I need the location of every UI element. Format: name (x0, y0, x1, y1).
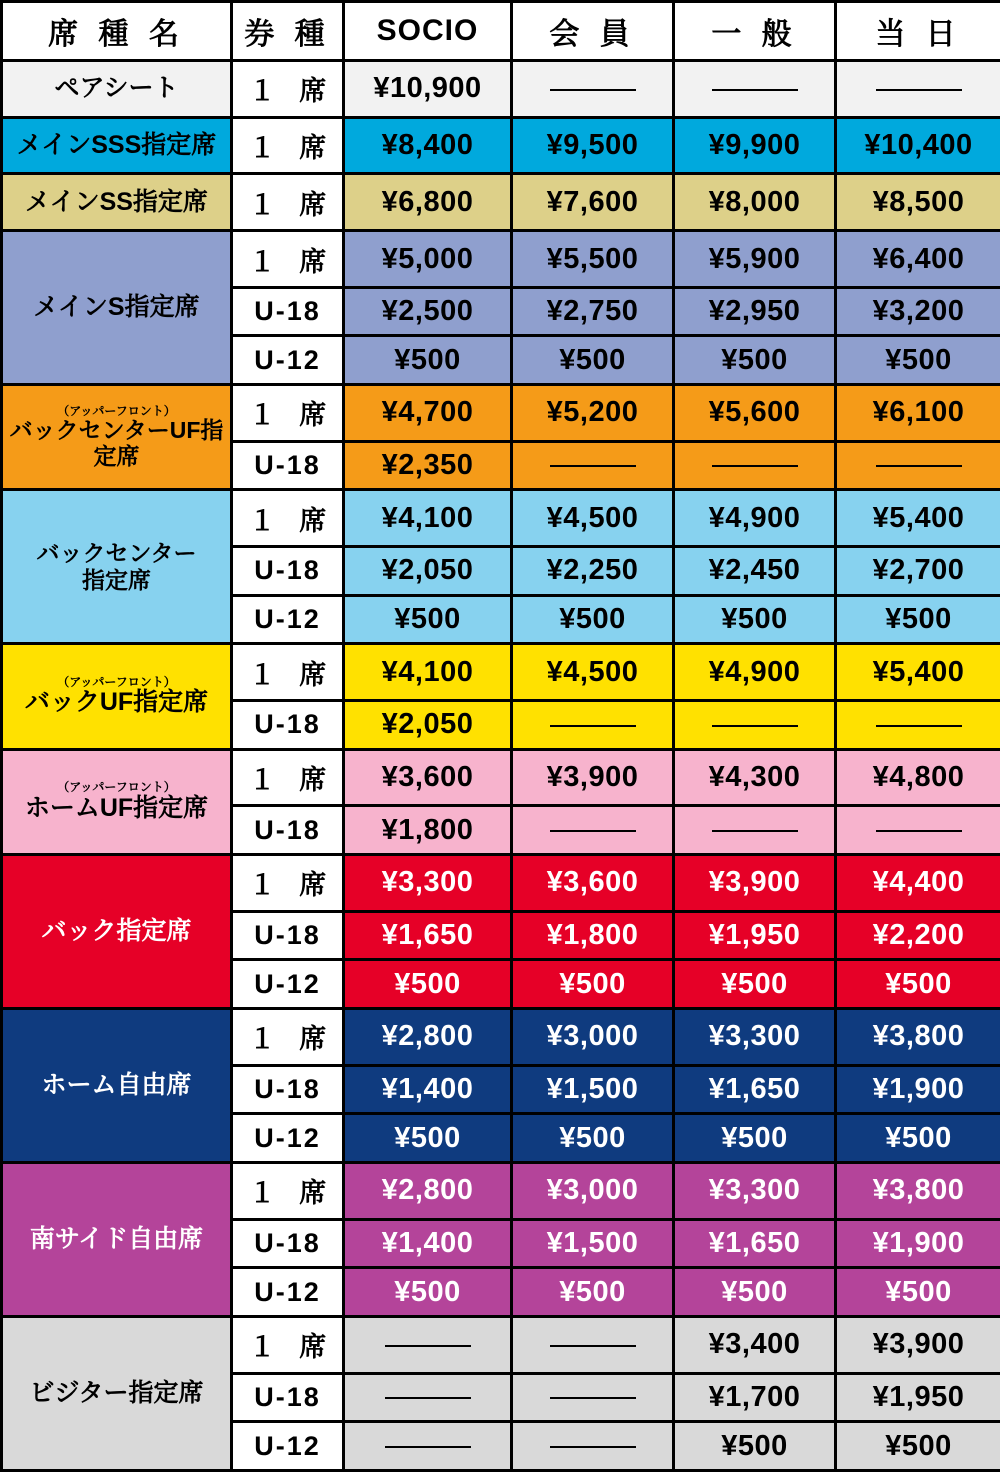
price-normal-cell: ¥9,900 (674, 117, 836, 174)
price-today-cell: ¥3,800 (836, 1162, 1000, 1219)
price-socio-cell: ¥2,800 (344, 1162, 512, 1219)
price-member-cell (512, 806, 674, 855)
price-normal-cell: ¥1,700 (674, 1373, 836, 1422)
seat-name-cell: 南サイド自由席 (2, 1162, 232, 1316)
price-today-cell: ¥2,200 (836, 911, 1000, 960)
ticket-type-cell: U-18 (232, 441, 344, 490)
price-today-cell: ¥500 (836, 595, 1000, 644)
seat-name-cell: （アッパーフロント） バックUF指定席 (2, 644, 232, 749)
seat-name-cell: メインS指定席 (2, 231, 232, 385)
price-normal-cell: ¥3,900 (674, 855, 836, 912)
price-socio-cell: ¥500 (344, 1268, 512, 1317)
price-normal-cell: ¥3,300 (674, 1008, 836, 1065)
price-socio-cell: ¥500 (344, 336, 512, 385)
ticket-type-cell: １ 席 (232, 1316, 344, 1373)
price-socio-cell: ¥500 (344, 960, 512, 1009)
not-available-dash (876, 89, 962, 91)
ticket-type-cell: U-12 (232, 1422, 344, 1471)
table-row (2, 385, 1000, 442)
table-row (2, 231, 1000, 288)
seat-name-cell: （アッパーフロント） ホームUF指定席 (2, 749, 232, 854)
not-available-dash (550, 725, 636, 727)
price-member-cell (512, 701, 674, 750)
price-normal-cell: ¥4,900 (674, 490, 836, 547)
header-ticket-type: 券 種 (232, 2, 344, 61)
price-today-cell: ¥6,400 (836, 231, 1000, 288)
price-today-cell: ¥3,200 (836, 287, 1000, 336)
price-member-cell: ¥500 (512, 1268, 674, 1317)
price-today-cell: ¥5,400 (836, 644, 1000, 701)
header-normal: 一 般 (674, 2, 836, 61)
table-row (2, 490, 1000, 547)
ticket-type-cell: U-12 (232, 595, 344, 644)
ticket-type-cell: １ 席 (232, 174, 344, 231)
price-member-cell: ¥500 (512, 336, 674, 385)
price-socio-cell: ¥500 (344, 595, 512, 644)
ticket-type-cell: １ 席 (232, 385, 344, 442)
seat-name-cell: メインSSS指定席 (2, 117, 232, 174)
seat-name-cell: メインSS指定席 (2, 174, 232, 231)
table-body (2, 61, 1000, 1471)
header-member: 会 員 (512, 2, 674, 61)
price-member-cell (512, 1316, 674, 1373)
price-normal-cell: ¥5,600 (674, 385, 836, 442)
price-socio-cell: ¥2,500 (344, 287, 512, 336)
not-available-dash (876, 830, 962, 832)
price-member-cell: ¥4,500 (512, 644, 674, 701)
ticket-type-cell: U-18 (232, 1373, 344, 1422)
price-member-cell (512, 1373, 674, 1422)
price-today-cell: ¥8,500 (836, 174, 1000, 231)
ticket-type-cell: U-18 (232, 1219, 344, 1268)
ticket-type-cell: U-12 (232, 336, 344, 385)
price-today-cell: ¥2,700 (836, 547, 1000, 596)
price-today-cell: ¥3,900 (836, 1316, 1000, 1373)
price-socio-cell: ¥10,900 (344, 61, 512, 118)
not-available-dash (550, 89, 636, 91)
price-socio-cell: ¥1,400 (344, 1219, 512, 1268)
price-member-cell: ¥1,500 (512, 1219, 674, 1268)
ticket-type-cell: U-18 (232, 701, 344, 750)
seat-name-line: バックセンター (36, 540, 197, 567)
ticket-type-cell: U-18 (232, 911, 344, 960)
ticket-type-cell: U-12 (232, 1268, 344, 1317)
not-available-dash (385, 1345, 471, 1347)
price-today-cell: ¥10,400 (836, 117, 1000, 174)
seat-name-line: 指定席 (82, 566, 151, 593)
price-socio-cell: ¥8,400 (344, 117, 512, 174)
price-member-cell: ¥2,250 (512, 547, 674, 596)
price-member-cell: ¥1,500 (512, 1065, 674, 1114)
ticket-type-cell: １ 席 (232, 855, 344, 912)
price-normal-cell: ¥500 (674, 960, 836, 1009)
price-socio-cell (344, 1316, 512, 1373)
price-today-cell: ¥5,400 (836, 490, 1000, 547)
price-normal-cell: ¥1,650 (674, 1219, 836, 1268)
price-normal-cell: ¥3,300 (674, 1162, 836, 1219)
not-available-dash (550, 465, 636, 467)
price-today-cell: ¥1,900 (836, 1065, 1000, 1114)
price-member-cell: ¥2,750 (512, 287, 674, 336)
price-member-cell: ¥4,500 (512, 490, 674, 547)
not-available-dash (385, 1446, 471, 1448)
price-member-cell: ¥3,000 (512, 1008, 674, 1065)
price-normal-cell (674, 61, 836, 118)
not-available-dash (876, 465, 962, 467)
not-available-dash (712, 725, 798, 727)
ticket-type-cell: U-18 (232, 287, 344, 336)
price-socio-cell: ¥2,050 (344, 547, 512, 596)
price-member-cell (512, 61, 674, 118)
table-row (2, 644, 1000, 701)
price-member-cell: ¥3,900 (512, 749, 674, 806)
ticket-type-cell: U-18 (232, 806, 344, 855)
ticket-type-cell: U-12 (232, 1114, 344, 1163)
price-socio-cell: ¥1,650 (344, 911, 512, 960)
price-today-cell (836, 61, 1000, 118)
price-normal-cell: ¥4,300 (674, 749, 836, 806)
seat-name-cell: ホーム自由席 (2, 1008, 232, 1162)
seat-name-ruby: （アッパーフロント） (57, 780, 176, 795)
price-today-cell: ¥1,950 (836, 1373, 1000, 1422)
price-today-cell: ¥4,400 (836, 855, 1000, 912)
ticket-type-cell: １ 席 (232, 231, 344, 288)
not-available-dash (550, 1446, 636, 1448)
price-member-cell (512, 1422, 674, 1471)
price-socio-cell: ¥500 (344, 1114, 512, 1163)
price-today-cell: ¥4,800 (836, 749, 1000, 806)
price-today-cell: ¥6,100 (836, 385, 1000, 442)
price-normal-cell (674, 441, 836, 490)
price-normal-cell: ¥500 (674, 1422, 836, 1471)
price-socio-cell (344, 1422, 512, 1471)
not-available-dash (385, 1397, 471, 1399)
ticket-type-cell: １ 席 (232, 749, 344, 806)
table-row (2, 1008, 1000, 1065)
not-available-dash (550, 1397, 636, 1399)
price-normal-cell: ¥2,450 (674, 547, 836, 596)
price-socio-cell: ¥2,350 (344, 441, 512, 490)
not-available-dash (712, 89, 798, 91)
price-normal-cell: ¥500 (674, 595, 836, 644)
ticket-type-cell: １ 席 (232, 1162, 344, 1219)
price-socio-cell: ¥1,800 (344, 806, 512, 855)
price-normal-cell: ¥5,900 (674, 231, 836, 288)
ticket-type-cell: U-18 (232, 547, 344, 596)
price-member-cell: ¥9,500 (512, 117, 674, 174)
not-available-dash (712, 830, 798, 832)
price-member-cell: ¥3,600 (512, 855, 674, 912)
not-available-dash (550, 1345, 636, 1347)
not-available-dash (876, 725, 962, 727)
table-row (2, 174, 1000, 231)
ticket-type-cell: U-12 (232, 960, 344, 1009)
header-row (2, 2, 1000, 61)
price-today-cell: ¥500 (836, 336, 1000, 385)
price-today-cell (836, 441, 1000, 490)
price-today-cell (836, 701, 1000, 750)
price-member-cell: ¥500 (512, 1114, 674, 1163)
price-normal-cell: ¥8,000 (674, 174, 836, 231)
price-socio-cell: ¥2,800 (344, 1008, 512, 1065)
price-normal-cell: ¥3,400 (674, 1316, 836, 1373)
seat-name-cell: バック指定席 (2, 855, 232, 1009)
price-today-cell: ¥1,900 (836, 1219, 1000, 1268)
price-member-cell: ¥1,800 (512, 911, 674, 960)
table-row (2, 1316, 1000, 1373)
price-member-cell: ¥3,000 (512, 1162, 674, 1219)
price-normal-cell (674, 806, 836, 855)
price-member-cell: ¥5,200 (512, 385, 674, 442)
price-today-cell: ¥500 (836, 1268, 1000, 1317)
price-member-cell (512, 441, 674, 490)
ticket-type-cell: １ 席 (232, 644, 344, 701)
price-member-cell: ¥7,600 (512, 174, 674, 231)
seat-name-cell: （アッパーフロント） バックセンターUF指定席 (2, 385, 232, 490)
price-member-cell: ¥5,500 (512, 231, 674, 288)
table-row (2, 117, 1000, 174)
table-row (2, 1162, 1000, 1219)
price-socio-cell: ¥6,800 (344, 174, 512, 231)
seat-name-ruby: （アッパーフロント） (57, 403, 176, 418)
not-available-dash (550, 830, 636, 832)
price-normal-cell: ¥500 (674, 1114, 836, 1163)
price-normal-cell: ¥2,950 (674, 287, 836, 336)
price-socio-cell: ¥4,100 (344, 644, 512, 701)
price-today-cell: ¥3,800 (836, 1008, 1000, 1065)
table-header (2, 2, 1000, 61)
price-member-cell: ¥500 (512, 595, 674, 644)
ticket-type-cell: １ 席 (232, 117, 344, 174)
price-normal-cell: ¥1,950 (674, 911, 836, 960)
price-normal-cell: ¥500 (674, 1268, 836, 1317)
price-normal-cell: ¥4,900 (674, 644, 836, 701)
ticket-type-cell: U-18 (232, 1065, 344, 1114)
price-today-cell: ¥500 (836, 1114, 1000, 1163)
header-today: 当 日 (836, 2, 1000, 61)
table-row (2, 749, 1000, 806)
seat-name-cell: ペアシート (2, 61, 232, 118)
ticket-type-cell: １ 席 (232, 1008, 344, 1065)
price-socio-cell: ¥3,300 (344, 855, 512, 912)
price-normal-cell: ¥500 (674, 336, 836, 385)
price-socio-cell: ¥4,100 (344, 490, 512, 547)
seat-name-cell: ビジター指定席 (2, 1316, 232, 1470)
price-socio-cell: ¥1,400 (344, 1065, 512, 1114)
header-socio: SOCIO (344, 2, 512, 61)
not-available-dash (712, 465, 798, 467)
seat-name-cell (2, 490, 232, 644)
price-socio-cell: ¥3,600 (344, 749, 512, 806)
header-seat-name: 席 種 名 (2, 2, 232, 61)
ticket-type-cell: １ 席 (232, 490, 344, 547)
seat-name-ruby: （アッパーフロント） (57, 675, 176, 690)
price-normal-cell (674, 701, 836, 750)
table-row (2, 855, 1000, 912)
price-today-cell (836, 806, 1000, 855)
price-socio-cell: ¥5,000 (344, 231, 512, 288)
price-socio-cell: ¥2,050 (344, 701, 512, 750)
price-socio-cell (344, 1373, 512, 1422)
price-socio-cell: ¥4,700 (344, 385, 512, 442)
price-today-cell: ¥500 (836, 1422, 1000, 1471)
price-normal-cell: ¥1,650 (674, 1065, 836, 1114)
price-today-cell: ¥500 (836, 960, 1000, 1009)
table-row (2, 61, 1000, 118)
price-member-cell: ¥500 (512, 960, 674, 1009)
ticket-type-cell: １ 席 (232, 61, 344, 118)
